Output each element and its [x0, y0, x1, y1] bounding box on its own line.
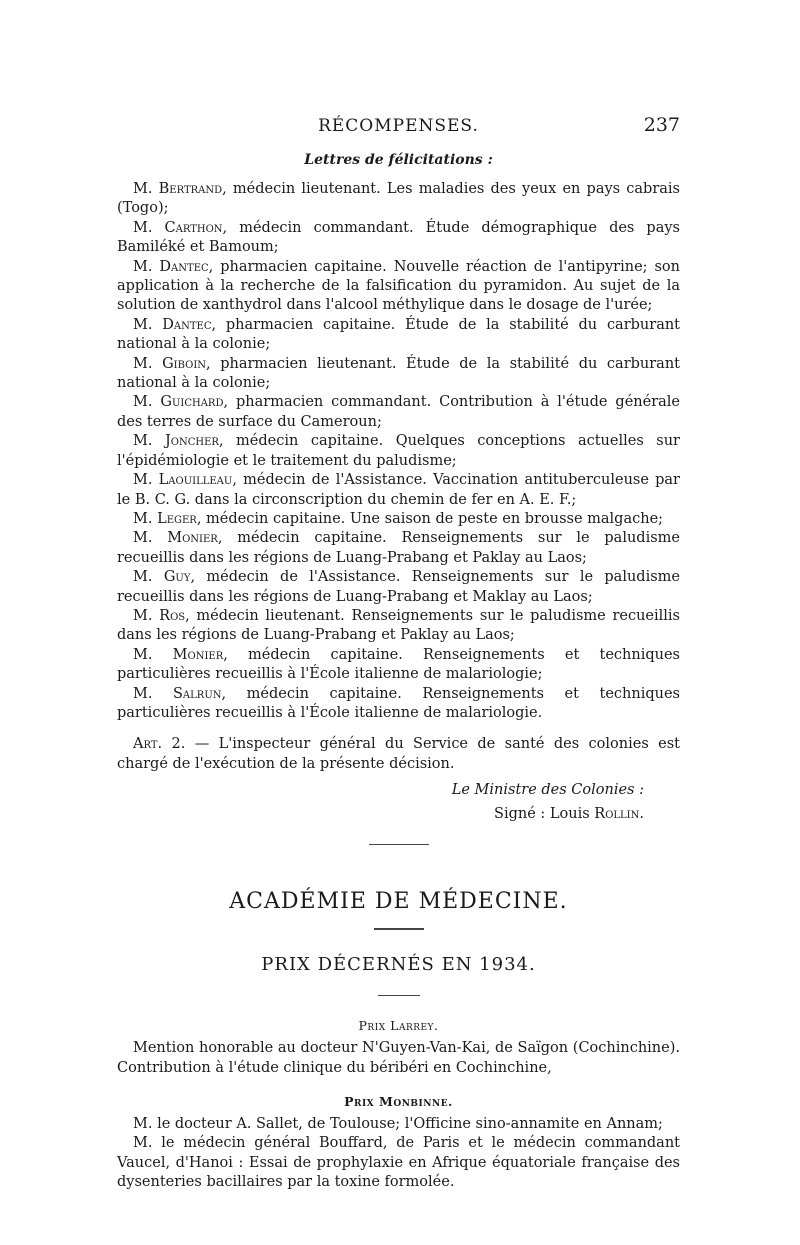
list-item: M. Carthon, médecin commandant. Étude démographique des pays Bamiléké et Bamoum;	[117, 219, 680, 256]
title-divider	[374, 928, 424, 930]
list-item: M. Joncher, médecin capitaine. Quelques conceptions actuelles sur l'épidémiologie et le traitement du paludisme;	[117, 433, 680, 469]
prize-paragraph: M. le médecin général Bouffard, de Paris et le médecin commandant Vaucel, d'Hanoi : Essai de prophylaxie en Afrique équatoriale française des dysenteries bacillaires par la toxine formolée.	[117, 1135, 680, 1191]
list-item: M. Dantec, pharmacien capitaine. Étude de la stabilité du carburant national à la colonie;	[117, 316, 680, 353]
prize-text	[117, 1039, 680, 1078]
section-divider	[369, 844, 429, 845]
prizes-heading: PRIX DÉCERNÉS EN 1934.	[261, 954, 536, 976]
list-item: M. Salrun, médecin capitaine. Renseignements et techniques particulières recueillis à l'École italienne de malariologie.	[117, 685, 680, 721]
prize-title: Prix Monbinne.	[344, 1094, 453, 1109]
section-subheading: Lettres de félicitations :	[304, 152, 493, 168]
prize-paragraph: Mention honorable au docteur N'Guyen-Van-Kai, de Saïgon (Cochinchine). Contribution à l'étude clinique du béribéri en Cochinchine,	[117, 1040, 680, 1076]
page-number: 237	[643, 114, 680, 136]
list-item: M. Laouilleau, médecin de l'Assistance. Vaccination antituberculeuse par le B. C. G. dans la circonscription du chemin de fer en A. E. F.;	[117, 472, 680, 508]
list-item: M. Monier, médecin capitaine. Renseignements sur le paludisme recueillis dans les régions de Luang-Prabang et Paklay au Laos;	[117, 530, 680, 566]
list-item: M. Giboin, pharmacien lieutenant. Étude de la stabilité du carburant national à la colonie;	[117, 355, 680, 392]
academy-title: ACADÉMIE DE MÉDECINE.	[229, 889, 568, 915]
letters-list	[117, 180, 680, 723]
list-item: M. Guichard, pharmacien commandant. Contribution à l'étude générale des terres de surface du Cameroun;	[117, 394, 680, 430]
heading-divider	[378, 995, 420, 996]
list-item: M. Guy, médecin de l'Assistance. Renseignements sur le paludisme recueillis dans les régions de Luang-Prabang et Maklay au Laos;	[117, 569, 680, 605]
list-item: M. Monier, médecin capitaine. Renseignements et techniques particulières recueillis à l'École italienne de malariologie;	[117, 646, 680, 683]
page-header	[117, 110, 680, 142]
list-item: M. Dantec, pharmacien capitaine. Nouvelle réaction de l'antipyrine; son application à la recherche de la falsification du pyramidon. Au sujet de la solution de xanthydrol dans l'alcool méthylique dans le dosage de l'urée;	[117, 258, 680, 314]
minister-line: Le Ministre des Colonies :	[451, 782, 644, 799]
signed-line: Signé : Louis Rollin.	[494, 806, 644, 823]
article-text: — L'inspecteur général du Service de santé des colonies est chargé de l'exécution de la présente décision.	[117, 736, 680, 772]
list-item: M. Bertrand, médecin lieutenant. Les maladies des yeux en pays cabrais (Togo);	[117, 181, 680, 217]
document-page	[117, 110, 680, 1193]
signature-block	[117, 778, 680, 826]
prize-paragraph: M. le docteur A. Sallet, de Toulouse; l'Officine sino-annamite en Annam;	[133, 1116, 663, 1132]
running-title: RÉCOMPENSES.	[318, 116, 479, 136]
list-item: M. Leger, médecin capitaine. Une saison de peste en brousse malgache;	[133, 510, 664, 527]
prize-title: Prix Larrey.	[358, 1018, 439, 1034]
list-item: M. Ros, médecin lieutenant. Renseignements sur le paludisme recueillis dans les régions de Luang-Prabang et Paklay au Laos;	[117, 607, 680, 644]
article-label: Art. 2.	[133, 736, 186, 753]
article-paragraph	[117, 735, 680, 774]
prize-text	[117, 1115, 680, 1193]
